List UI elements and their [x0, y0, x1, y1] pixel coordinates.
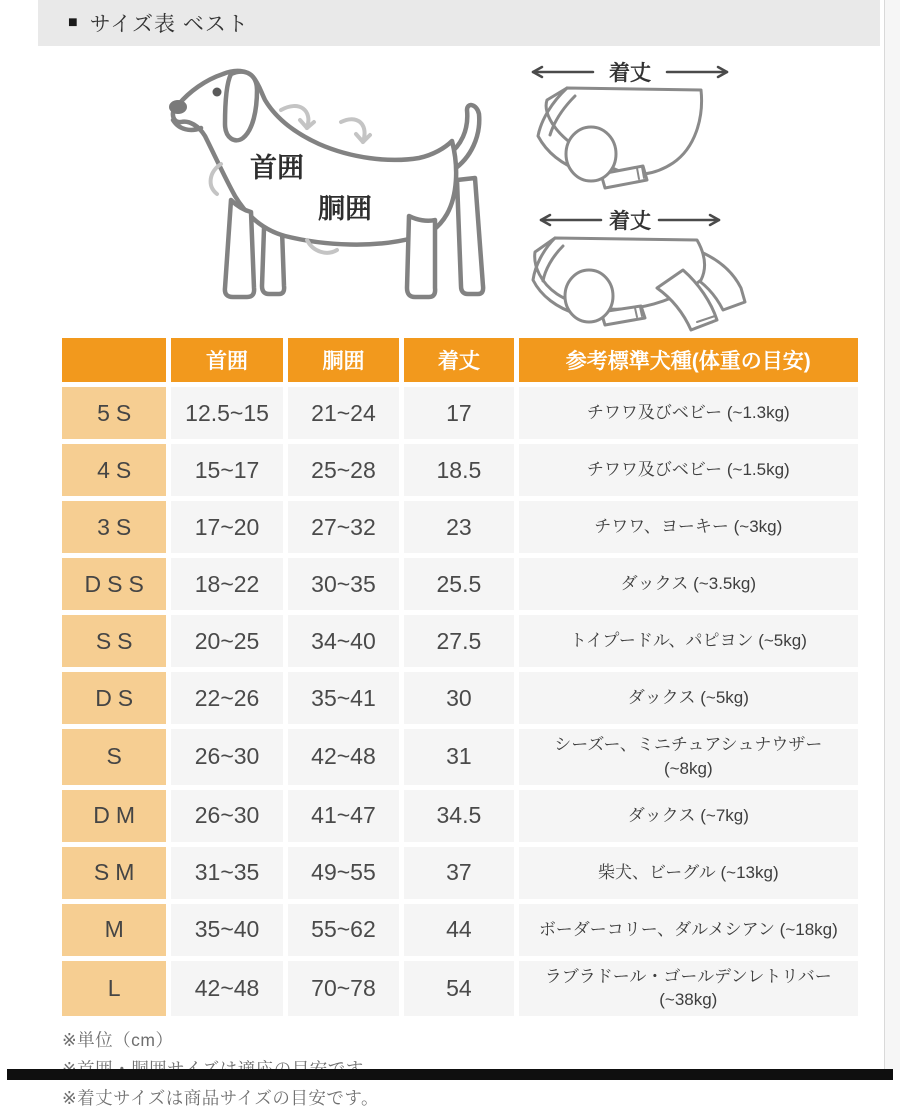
table-row: [62, 501, 858, 553]
girth-label: 胴囲: [318, 194, 372, 224]
table-row: [62, 904, 858, 956]
breed-cell: ダックス (~5kg): [519, 672, 858, 724]
size-cell: DM: [62, 790, 166, 842]
dog-eye: [213, 88, 222, 97]
measure-cell: 15~17: [171, 444, 282, 496]
measure-cell: 17~20: [171, 501, 282, 553]
measure-cell: 37: [404, 847, 513, 899]
top-length-label: 着丈: [609, 62, 651, 85]
table-row: [62, 558, 858, 610]
size-cell: SS: [62, 615, 166, 667]
breed-cell: チワワ及びベビー (~1.3kg): [519, 387, 858, 439]
size-cell: DS: [62, 672, 166, 724]
size-cell: SM: [62, 847, 166, 899]
size-table-header-row: [62, 338, 858, 382]
size-cell: L: [62, 961, 166, 1017]
table-row: [62, 790, 858, 842]
breed-cell: 柴犬、ビーグル (~13kg): [519, 847, 858, 899]
page-title: サイズ表 ベスト: [89, 13, 249, 36]
breed-cell: シーズー、ミニチュアシュナウザー (~8kg): [519, 729, 858, 785]
measure-cell: 42~48: [288, 729, 399, 785]
table-row: [62, 961, 858, 1017]
measure-cell: 54: [404, 961, 513, 1017]
measure-cell: 17: [404, 387, 513, 439]
breed-cell: ボーダーコリー、ダルメシアン (~18kg): [519, 904, 858, 956]
table-row: [62, 729, 858, 785]
dog-far-legs: [457, 178, 483, 294]
breed-cell: チワワ、ヨーキー (~3kg): [519, 501, 858, 553]
note-line: ※単位（cm）: [62, 1030, 174, 1051]
measure-cell: 42~48: [171, 961, 282, 1017]
measure-cell: 31~35: [171, 847, 282, 899]
measure-cell: 30~35: [288, 558, 399, 610]
vest-bottom-armhole: [565, 270, 613, 322]
column-header: 着丈: [404, 338, 513, 382]
measure-cell: 18~22: [171, 558, 282, 610]
measure-cell: 18.5: [404, 444, 513, 496]
dog-near-legs: [225, 200, 254, 297]
dog-measurement-diagram: [165, 60, 535, 345]
measure-cell: 21~24: [288, 387, 399, 439]
size-cell: M: [62, 904, 166, 956]
measure-cell: 34~40: [288, 615, 399, 667]
square-bullet-icon: ■: [68, 14, 78, 31]
note-line: ※着丈サイズは商品サイズの目安です。: [62, 1088, 379, 1109]
measure-cell: 22~26: [171, 672, 282, 724]
size-table: [57, 333, 863, 1021]
measure-cell: 35~40: [171, 904, 282, 956]
breed-cell: チワワ及びベビー (~1.5kg): [519, 444, 858, 496]
column-header: 胴囲: [288, 338, 399, 382]
vest-length-diagram: [505, 56, 760, 346]
breed-cell: ダックス (~3.5kg): [519, 558, 858, 610]
measure-cell: 26~30: [171, 729, 282, 785]
measure-cell: 12.5~15: [171, 387, 282, 439]
bottom-length-label: 着丈: [609, 210, 651, 233]
measure-cell: 26~30: [171, 790, 282, 842]
right-edge-strip: [884, 0, 900, 1070]
table-row: [62, 387, 858, 439]
size-cell: 3S: [62, 501, 166, 553]
section-header: [38, 0, 880, 46]
measure-cell: 70~78: [288, 961, 399, 1017]
breed-cell: トイプードル、パピヨン (~5kg): [519, 615, 858, 667]
size-cell: DSS: [62, 558, 166, 610]
dog-nose: [169, 100, 187, 114]
measure-cell: 34.5: [404, 790, 513, 842]
table-row: [62, 615, 858, 667]
measure-cell: 23: [404, 501, 513, 553]
measure-cell: 55~62: [288, 904, 399, 956]
breed-cell: ダックス (~7kg): [519, 790, 858, 842]
size-cell: 5S: [62, 387, 166, 439]
measure-cell: 44: [404, 904, 513, 956]
measure-cell: 20~25: [171, 615, 282, 667]
measure-cell: 27~32: [288, 501, 399, 553]
table-row: [62, 847, 858, 899]
table-row: [62, 672, 858, 724]
neck-label: 首囲: [250, 153, 304, 183]
bottom-border: [7, 1069, 893, 1080]
measure-cell: 27.5: [404, 615, 513, 667]
measure-cell: 30: [404, 672, 513, 724]
column-header: 参考標準犬種(体重の目安): [519, 338, 858, 382]
size-table-section: [57, 333, 863, 1114]
table-row: [62, 444, 858, 496]
column-header: 首囲: [171, 338, 282, 382]
vest-top-armhole: [566, 127, 616, 181]
measure-cell: 31: [404, 729, 513, 785]
column-header: [62, 338, 166, 382]
measure-cell: 41~47: [288, 790, 399, 842]
measure-cell: 49~55: [288, 847, 399, 899]
measure-cell: 25.5: [404, 558, 513, 610]
measure-cell: 35~41: [288, 672, 399, 724]
size-cell: S: [62, 729, 166, 785]
size-cell: 4S: [62, 444, 166, 496]
measure-cell: 25~28: [288, 444, 399, 496]
breed-cell: ラブラドール・ゴールデンレトリバー (~38kg): [519, 961, 858, 1017]
